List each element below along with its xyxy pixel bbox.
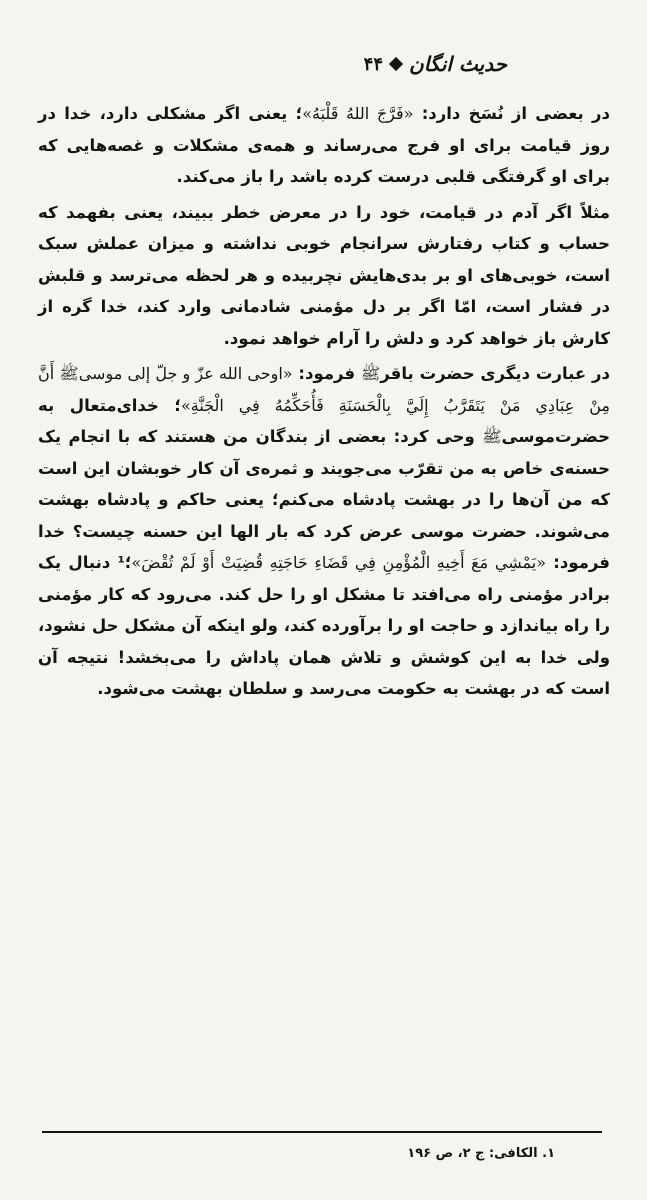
footnote-rule: [42, 1131, 602, 1133]
text-run: در عبارت دیگری حضرت باقر: [380, 364, 611, 383]
paragraph: [38, 98, 610, 193]
running-head: [364, 52, 507, 76]
text-run: ؛ خدای‌متعال به حضرت‌موسی: [38, 395, 610, 446]
arabic-quote: أَنَّ مِنْ عِبَادِي مَنْ يَتَقَرَّبُ إِلَيَّ بِالْحَسَنَةِ فَأُحَكِّمُهُ فِي الْجَنَّةِ»: [38, 364, 610, 415]
text-run: فرمود:: [292, 364, 361, 383]
paragraph: [38, 197, 610, 355]
honorific-glyph: ﷺ: [59, 364, 79, 383]
text-run: مثلاً اگر آدم در قیامت، خود را در معرض خطر ببیند، یعنی بفهمد که حساب و کتاب رفتارش سرانجام خوبی نداشته و میزان عملش سبک است، خوبی‌های او بر بدی‌هایش نچربیده و هر لحظه می‌ترسد و قلبش در فشار است، امّا اگر بر دل مؤمنی شادمانی وارد کند، خدا گره از کارش باز خواهد کرد و دلش را آرام خواهد نمود.: [38, 202, 610, 348]
honorific-glyph: ﷺ: [482, 427, 502, 446]
text-run: وحی کرد: بعضی از بندگان من هستند که با انجام یک حسنه‌ی خاص به من تقرّب می‌جویند و ثمره‌ی آن کار خوبشان این است که من آن‌ها را در بهشت پادشاه می‌کنم؛ یعنی حاکم و پادشاه بهشت می‌شوند. حضرت موسی عرض کرد که بار الها این حسنه چیست؟ خدا فرمود:: [38, 427, 610, 572]
page-number: ۴۴: [363, 53, 384, 75]
text-run: ؛¹ دنبال یک برادر مؤمنی راه می‌افتد تا مشکل او را حل کند. می‌رود که کار مؤمنی را راه بیاندازد و حاجت او را برآورده کند، ولو اینکه آن مشکل حل نشود، ولی خدا به این کوشش و تلاش همان پاداش را می‌بخشد! نتیجه آن است که در بهشت به حکومت می‌رسد و سلطان بهشت می‌شود.: [38, 553, 610, 698]
arabic-quote: «يَمْشِي مَعَ أَخِيهِ الْمُؤْمِنِ فِي قَضَاءِ حَاجَتِهِ قُضِيَتْ أَوْ لَمْ تُقْضَ»: [131, 553, 546, 572]
footnote: ۱. الکافی: ج ۲، ص ۱۹۶: [407, 1146, 555, 1161]
body-text: [38, 98, 610, 709]
text-run: ؛ یعنی اگر مشکلی دارد، خدا در روز قیامت برای او فرج می‌رساند و همه‌ی مشکلات و غصه‌هایی که برای او گرفتگی قلبی درست کرده باشد را باز می‌کند.: [38, 104, 610, 186]
arabic-quote: «اوحی الله عزّ و جلّ إلی موسی: [78, 364, 293, 383]
diamond-ornament-icon: [389, 57, 403, 71]
text-run: در بعضی از نُسَخ دارد:: [413, 104, 611, 123]
arabic-quote: «فَرَّجَ اللهُ قَلْبَهُ»: [302, 104, 414, 123]
book-title: حدیث انگان: [409, 52, 507, 76]
honorific-glyph: ﷺ: [360, 364, 381, 383]
paragraph: [38, 358, 610, 705]
